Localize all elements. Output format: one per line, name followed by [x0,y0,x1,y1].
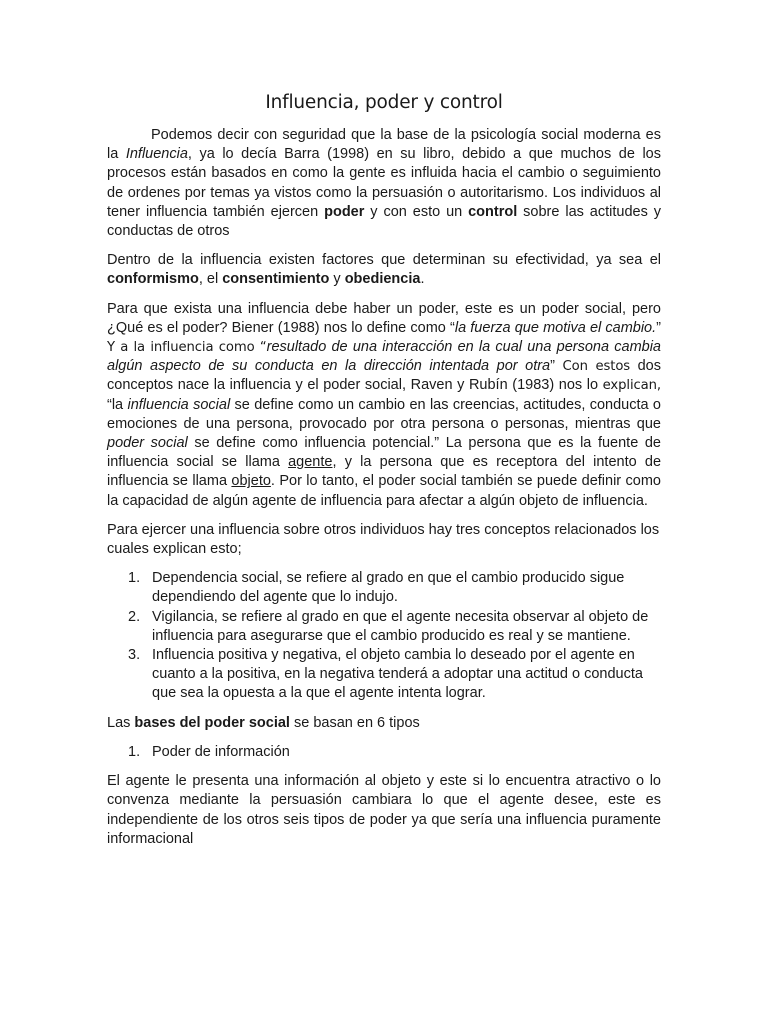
list-number: 2. [128,608,141,625]
term-poder: poder [324,203,365,220]
list-item [107,646,661,704]
concepts-list [107,569,661,703]
paragraph-concepts-intro: Para ejercer una influencia sobre otros individuos hay tres conceptos relacionados los cuales explican esto; [107,521,660,558]
term-conformismo: conformismo [107,271,199,288]
text-run: se basan en 6 tipos [289,714,420,731]
text-run: Dentro de la influencia existen factores que determinan su efectividad, ya sea el [107,252,661,269]
list-number: 1. [128,570,141,587]
text-run: dos conceptos nace la influencia y el poder social, Raven y Rubín (1983) nos lo [107,358,661,394]
list-item [107,569,661,607]
text-run: . [420,271,425,288]
term-obediencia: obediencia [344,271,421,288]
power-types-list [107,743,661,762]
text-run: y [329,271,345,288]
text-run: , ya lo decía Barra (1998) en su libro, debido a que muchos de los procesos están basados en como la gente es influida hacia el cambio o seguimiento de ordenes por temas ya vistos como la persuasión o autoritarismo. Los individuos al tener influencia también ejercen [107,146,661,220]
term-influencia-social: influencia social [127,396,231,413]
text-run: , y la persona que es receptora del intento de influencia se llama [107,454,662,490]
list-item [107,743,661,762]
paragraph-factors [107,251,661,289]
list-item-text: Poder de información [152,743,290,760]
text-run: sobre las actitudes y conductas de otros [107,203,661,240]
term-control: control [468,203,518,220]
text-run: ” [656,319,661,336]
paragraph-bases [107,714,661,733]
text-run: . Por lo tanto, el poder social también se puede definir como la capacidad de algún agente de influencia para afectar a algún objeto de influencia. [107,473,661,509]
text-run: Podemos decir con seguridad que la base de la psicología social moderna es la [107,127,661,163]
text-run: “la [107,396,128,413]
list-item [107,608,661,646]
document-title: Influencia, poder y control [265,92,503,113]
quote-biener: la fuerza que motiva el cambio. [454,319,657,336]
text-run: Las [107,714,135,731]
quote-influence-definition: resultado de una interacción en la cual una persona cambia algún aspecto de su conducta en la dirección intentada por otra [107,339,661,375]
list-number: 3. [128,647,141,664]
text-run: Y a la influencia como “ [107,340,267,356]
list-item-text: Influencia positiva y negativa, el objeto cambia lo deseado por el agente en cuanto a la positiva, en la negativa tenderá a adoptar una actitud o conducta que sea la opuesta a la que el agente intenta lograr. [152,647,643,702]
text-run: ” [550,358,563,375]
list-number: 1. [128,743,141,760]
paragraph-power-definition [107,300,661,511]
term-poder-social: poder social [107,435,188,452]
text-run: y con esto un [364,203,469,220]
term-objeto: objeto [231,473,271,490]
term-consentimiento: consentimiento [222,271,330,288]
text-run: se define como un cambio en las creencias, actitudes, conducta o emociones de una persona, provocado por otra persona o personas, mientras que [107,396,661,432]
list-item-text: Vigilancia, se refiere al grado en que el agente necesita observar al objeto de influencia para asegurarse que el cambio producido es real y se mantiene. [152,608,649,644]
paragraph-intro [107,126,661,241]
text-run: explican, [602,378,661,394]
text-run: , el [198,271,223,288]
list-item-text: Dependencia social, se refiere al grado en que el cambio producido sigue dependiendo del agente que lo indujo. [152,570,625,606]
text-run: Para que exista una influencia debe haber un poder, este es un poder social, pero ¿Qué es el poder? Biener (1988) nos lo define como “ [107,300,661,336]
term-bases-poder-social: bases del poder social [134,714,290,731]
paragraph-information-power: El agente le presenta una información al objeto y este si lo encuentra atractivo o lo convenza mediante la persuasión cambiara lo que el agente desee, este es independiente de los otros seis tipos de poder ya que sería una influencia puramente informacional [107,773,661,847]
term-agente: agente [288,454,333,471]
term-influencia: Influencia [125,146,188,163]
text-run: Con estos [562,359,631,375]
text-run: se define como influencia potencial.” La persona que es la fuente de influencia social se llama [107,435,661,471]
